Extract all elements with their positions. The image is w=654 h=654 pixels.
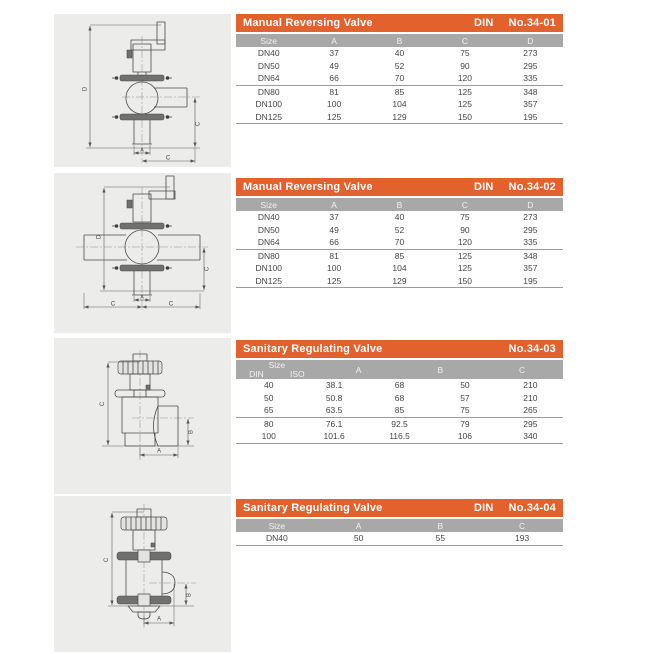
spec-table-3 xyxy=(236,340,563,444)
table-cell: 273 xyxy=(523,48,538,59)
standard-label: DIN xyxy=(474,502,494,514)
spec-table-2 xyxy=(236,178,563,288)
column-header-row xyxy=(236,198,563,211)
table-cell: 40 xyxy=(394,212,405,223)
table-cell: 81 xyxy=(329,86,339,97)
table-cell: 106 xyxy=(457,431,473,442)
table-row xyxy=(236,430,563,443)
table-cell: 348 xyxy=(523,86,538,97)
table-cell: 76.1 xyxy=(325,418,343,429)
table-cell: 120 xyxy=(457,237,473,248)
table-cell: 295 xyxy=(523,224,538,235)
table-cell: 52 xyxy=(394,60,405,71)
table-cell: 104 xyxy=(392,263,407,274)
drawing-panel-4 xyxy=(54,496,231,652)
table-cell: DN64 xyxy=(257,73,280,84)
table-cell: DN64 xyxy=(257,237,280,248)
table-cell: 357 xyxy=(523,99,538,110)
table-cell: DN100 xyxy=(255,263,282,274)
table-cell: 68 xyxy=(394,392,405,403)
table-cell: 85 xyxy=(394,250,405,261)
table-cell: 100 xyxy=(261,431,276,442)
table-cell: 92.5 xyxy=(391,418,408,429)
column-header: D xyxy=(527,35,534,46)
standard-label: DIN xyxy=(474,17,494,29)
table-cell: 63.5 xyxy=(325,405,343,416)
catalog-number: No.34-01 xyxy=(508,17,556,29)
table-cell: 195 xyxy=(523,275,538,286)
table-cell: 50 xyxy=(460,380,470,391)
table-cell: DN40 xyxy=(266,533,288,544)
table-cell: 40 xyxy=(394,48,405,59)
dim-label-right: C xyxy=(204,266,211,272)
table-cell: DN80 xyxy=(257,86,280,97)
table-cell: 125 xyxy=(457,99,473,110)
sanitary-regulating-valve-drawing-1 xyxy=(54,338,231,494)
table-cell: 50 xyxy=(353,533,364,544)
table-row xyxy=(236,249,563,263)
dim-label-right: B xyxy=(188,429,195,435)
valve-body xyxy=(117,509,175,619)
column-header: B xyxy=(437,520,444,531)
column-header: A xyxy=(331,199,337,210)
dim-label-left: C xyxy=(100,401,106,407)
table-cell: 90 xyxy=(460,60,470,71)
table-cell: 66 xyxy=(329,73,339,84)
table-cell: 129 xyxy=(392,275,407,286)
table-cell: 37 xyxy=(329,48,339,59)
column-header: Size xyxy=(268,520,286,531)
table-row xyxy=(236,236,563,249)
table-cell: 273 xyxy=(523,212,538,223)
dim-label-bottom: C xyxy=(165,155,171,162)
table-cell: 125 xyxy=(327,275,342,286)
table-cell: 295 xyxy=(523,60,538,71)
table-cell: 49 xyxy=(329,60,339,71)
table-cell: 116.5 xyxy=(389,431,410,442)
table-cell: 193 xyxy=(515,533,530,544)
size-group-label: Size xyxy=(268,359,286,370)
table-cell: 80 xyxy=(263,418,274,429)
table-title-bar xyxy=(236,178,563,196)
table-cell: 68 xyxy=(394,380,405,391)
table-cell: 79 xyxy=(460,418,470,429)
table-row xyxy=(236,532,563,545)
dim-label-left: D xyxy=(96,234,103,240)
table-number xyxy=(474,181,556,193)
standard-label: DIN xyxy=(474,181,494,193)
table-row xyxy=(236,379,563,392)
table-cell: 357 xyxy=(523,263,538,274)
table-row xyxy=(236,47,563,60)
table-cell: 75 xyxy=(460,48,470,59)
table-cell: 75 xyxy=(460,212,470,223)
table-cell: 125 xyxy=(457,263,473,274)
dimensions xyxy=(100,362,195,458)
spec-table-4 xyxy=(236,499,563,546)
dim-label-right: C xyxy=(195,121,202,127)
table-row xyxy=(236,275,563,288)
dim-label-bottom: A xyxy=(156,448,162,455)
column-header: ISO xyxy=(289,369,305,379)
column-header: C xyxy=(461,35,468,46)
table-cell: 125 xyxy=(457,250,473,261)
dim-label-left: D xyxy=(82,86,89,92)
table-cell: 210 xyxy=(523,392,538,403)
table-row xyxy=(236,404,563,417)
catalog-number: No.34-02 xyxy=(508,181,556,193)
table-cell: 52 xyxy=(394,224,405,235)
dim-label-bottom-small: A xyxy=(140,294,144,301)
table-cell: 125 xyxy=(327,111,342,122)
table-cell: 66 xyxy=(329,237,339,248)
table-row xyxy=(236,392,563,405)
dim-label-bottom-right: C xyxy=(168,301,174,308)
table-cell: DN80 xyxy=(257,250,280,261)
table-cell: 100 xyxy=(327,99,342,110)
column-header: A xyxy=(355,520,362,531)
table-cell: 129 xyxy=(392,111,407,122)
table-title: Manual Reversing Valve xyxy=(243,17,373,29)
table-cell: 150 xyxy=(457,275,473,286)
table-body xyxy=(236,47,563,124)
table-cell: 49 xyxy=(329,224,339,235)
table-cell: DN50 xyxy=(257,224,280,235)
table-body xyxy=(236,379,563,444)
column-header: B xyxy=(396,199,403,210)
column-header-row xyxy=(236,519,563,532)
table-cell: 104 xyxy=(392,99,407,110)
table-cell: DN50 xyxy=(257,60,280,71)
table-cell: 75 xyxy=(460,405,470,416)
table-row xyxy=(236,224,563,237)
table-number xyxy=(474,17,556,29)
table-cell: 348 xyxy=(523,250,538,261)
manual-reversing-valve-drawing-1 xyxy=(54,14,231,167)
table-cell: 38.1 xyxy=(325,380,343,391)
table-cell: 57 xyxy=(460,392,470,403)
column-header: B xyxy=(437,364,444,375)
dim-label-bottom-left: C xyxy=(110,301,116,308)
table-title: Sanitary Regulating Valve xyxy=(243,343,383,355)
table-title-bar xyxy=(236,14,563,32)
column-header: C xyxy=(519,520,526,531)
dimensions xyxy=(84,187,211,309)
table-row xyxy=(236,111,563,124)
dim-label-right: B xyxy=(186,592,193,598)
column-header: Size xyxy=(260,35,277,46)
table-number xyxy=(474,502,556,514)
table-row xyxy=(236,211,563,224)
table-cell: 210 xyxy=(523,380,538,391)
table-cell: 101.6 xyxy=(323,431,345,442)
table-title: Manual Reversing Valve xyxy=(243,181,373,193)
spec-table-1 xyxy=(236,14,563,124)
table-cell: 40 xyxy=(263,380,274,391)
column-header: Size xyxy=(260,199,277,210)
drawing-panel-3 xyxy=(54,338,231,494)
table-cell: DN125 xyxy=(255,111,282,122)
table-cell: 100 xyxy=(327,263,342,274)
table-cell: 265 xyxy=(523,405,538,416)
table-row xyxy=(236,417,563,431)
table-cell: DN100 xyxy=(255,99,282,110)
table-cell: 55 xyxy=(435,533,446,544)
column-header: DIN xyxy=(249,369,264,379)
column-header: B xyxy=(396,35,403,46)
table-row xyxy=(236,262,563,275)
column-header: A xyxy=(355,364,362,375)
table-cell: DN40 xyxy=(257,48,280,59)
catalog-number: No.34-03 xyxy=(508,343,556,355)
column-header: C xyxy=(519,364,526,375)
table-cell: DN125 xyxy=(255,275,282,286)
centerlines xyxy=(76,187,208,310)
table-cell: 340 xyxy=(523,431,538,442)
table-cell: 120 xyxy=(457,73,473,84)
table-cell: 70 xyxy=(394,237,405,248)
table-cell: 85 xyxy=(394,405,405,416)
column-header-row xyxy=(236,360,563,379)
table-cell: 335 xyxy=(523,237,538,248)
table-cell: 50 xyxy=(263,392,274,403)
manual-reversing-valve-drawing-2 xyxy=(54,173,231,333)
column-header: C xyxy=(461,199,468,210)
drawing-panel-2 xyxy=(54,173,231,333)
table-number xyxy=(494,343,556,355)
valve-body xyxy=(112,22,187,144)
table-cell: 295 xyxy=(523,418,538,429)
table-cell: 150 xyxy=(457,111,473,122)
table-cell: 50.8 xyxy=(325,392,343,403)
drawing-panel-1 xyxy=(54,14,231,167)
table-cell: 37 xyxy=(329,212,339,223)
dim-label-bottom-small: A xyxy=(140,147,144,154)
table-cell: 335 xyxy=(523,73,538,84)
sanitary-regulating-valve-drawing-2 xyxy=(54,496,231,652)
table-cell: DN40 xyxy=(257,212,280,223)
table-cell: 195 xyxy=(523,111,538,122)
table-body xyxy=(236,532,563,546)
table-cell: 125 xyxy=(457,86,473,97)
table-row xyxy=(236,72,563,85)
catalog-number: No.34-04 xyxy=(508,502,556,514)
table-body xyxy=(236,211,563,288)
size-group-header xyxy=(236,360,318,379)
table-title-bar xyxy=(236,499,563,517)
column-header-row xyxy=(236,34,563,47)
column-header: A xyxy=(331,35,337,46)
table-cell: 81 xyxy=(329,250,339,261)
table-row xyxy=(236,98,563,111)
table-cell: 85 xyxy=(394,86,405,97)
valve-body xyxy=(115,354,178,446)
column-header: D xyxy=(527,199,534,210)
table-row xyxy=(236,85,563,99)
table-title: Sanitary Regulating Valve xyxy=(243,502,383,514)
table-title-bar xyxy=(236,340,563,358)
table-cell: 65 xyxy=(263,405,274,416)
dim-label-left: C xyxy=(104,557,110,563)
dim-label-bottom: A xyxy=(156,616,162,623)
table-cell: 70 xyxy=(394,73,405,84)
table-cell: 90 xyxy=(460,224,470,235)
table-row xyxy=(236,60,563,73)
